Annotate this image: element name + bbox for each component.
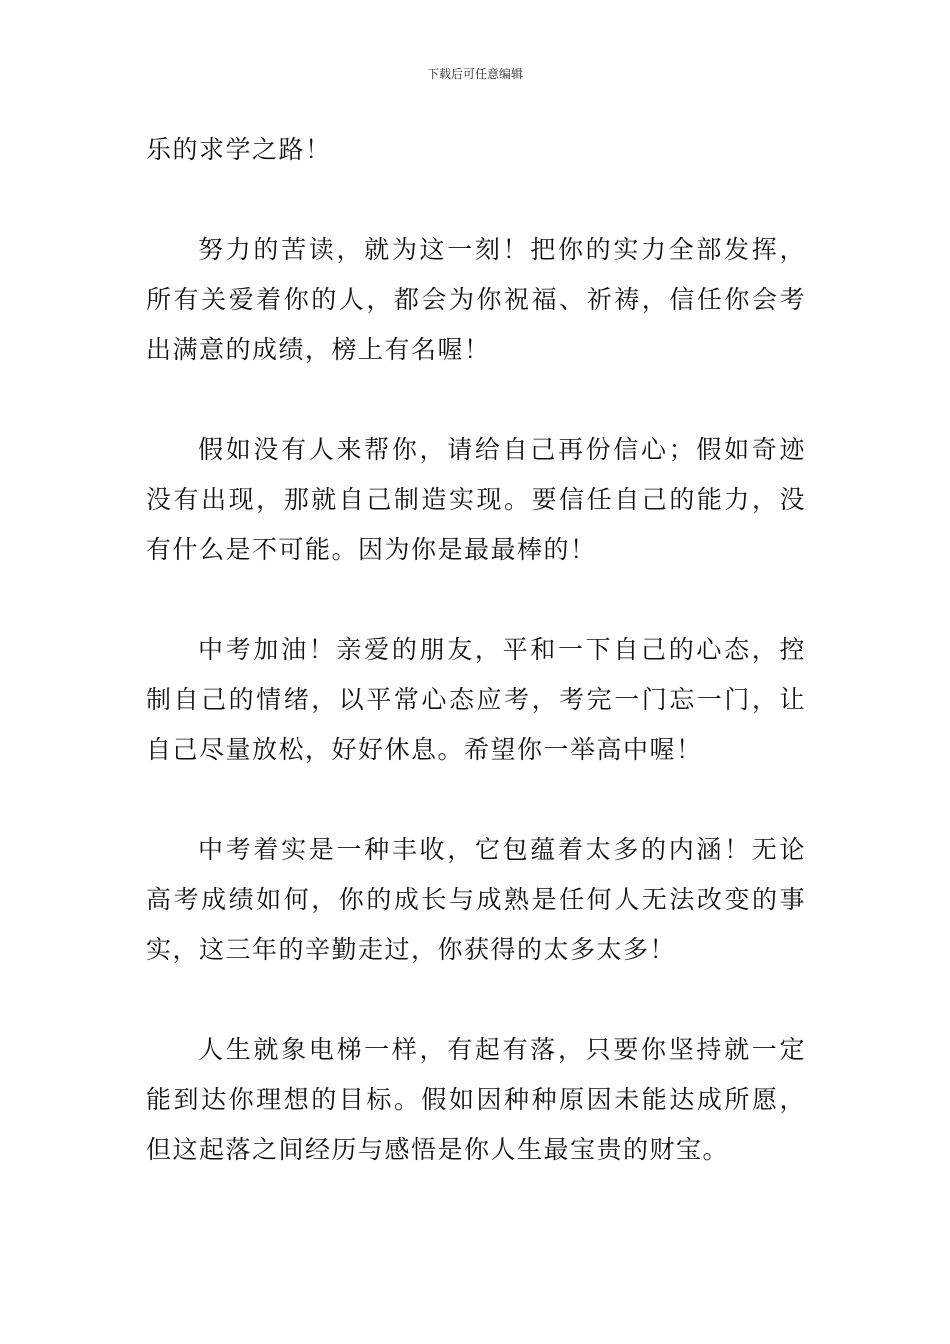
- paragraph: 中考着实是一种丰收，它包蕴着太多的内涵！无论高考成绩如何，你的成长与成熟是任何人无法改变的事实，这三年的辛勤走过，你获得的太多太多！: [146, 835, 806, 964]
- paragraph: 假如没有人来帮你，请给自己再份信心；假如奇迹没有出现，那就自己制造实现。要信任自己的能力，没有什么是不可能。因为你是最最棒的！: [146, 435, 806, 564]
- paragraph-continuation: 乐的求学之路！: [146, 135, 332, 164]
- document-body: [146, 125, 806, 1175]
- paragraph: 人生就象电梯一样，有起有落，只要你坚持就一定能到达你理想的目标。假如因种种原因未能达成所愿，但这起落之间经历与感悟是你人生最宝贵的财宝。: [146, 1035, 806, 1164]
- paragraph: 中考加油！亲爱的朋友，平和一下自己的心态，控制自己的情绪，以平常心态应考，考完一门忘一门，让自己尽量放松，好好休息。希望你一举高中喔！: [146, 635, 806, 764]
- paragraph: 努力的苦读，就为这一刻！把你的实力全部发挥，所有关爱着你的人，都会为你祝福、祈祷，信任你会考出满意的成绩，榜上有名喔！: [146, 235, 806, 364]
- header-note: 下载后可任意编辑: [426, 67, 523, 81]
